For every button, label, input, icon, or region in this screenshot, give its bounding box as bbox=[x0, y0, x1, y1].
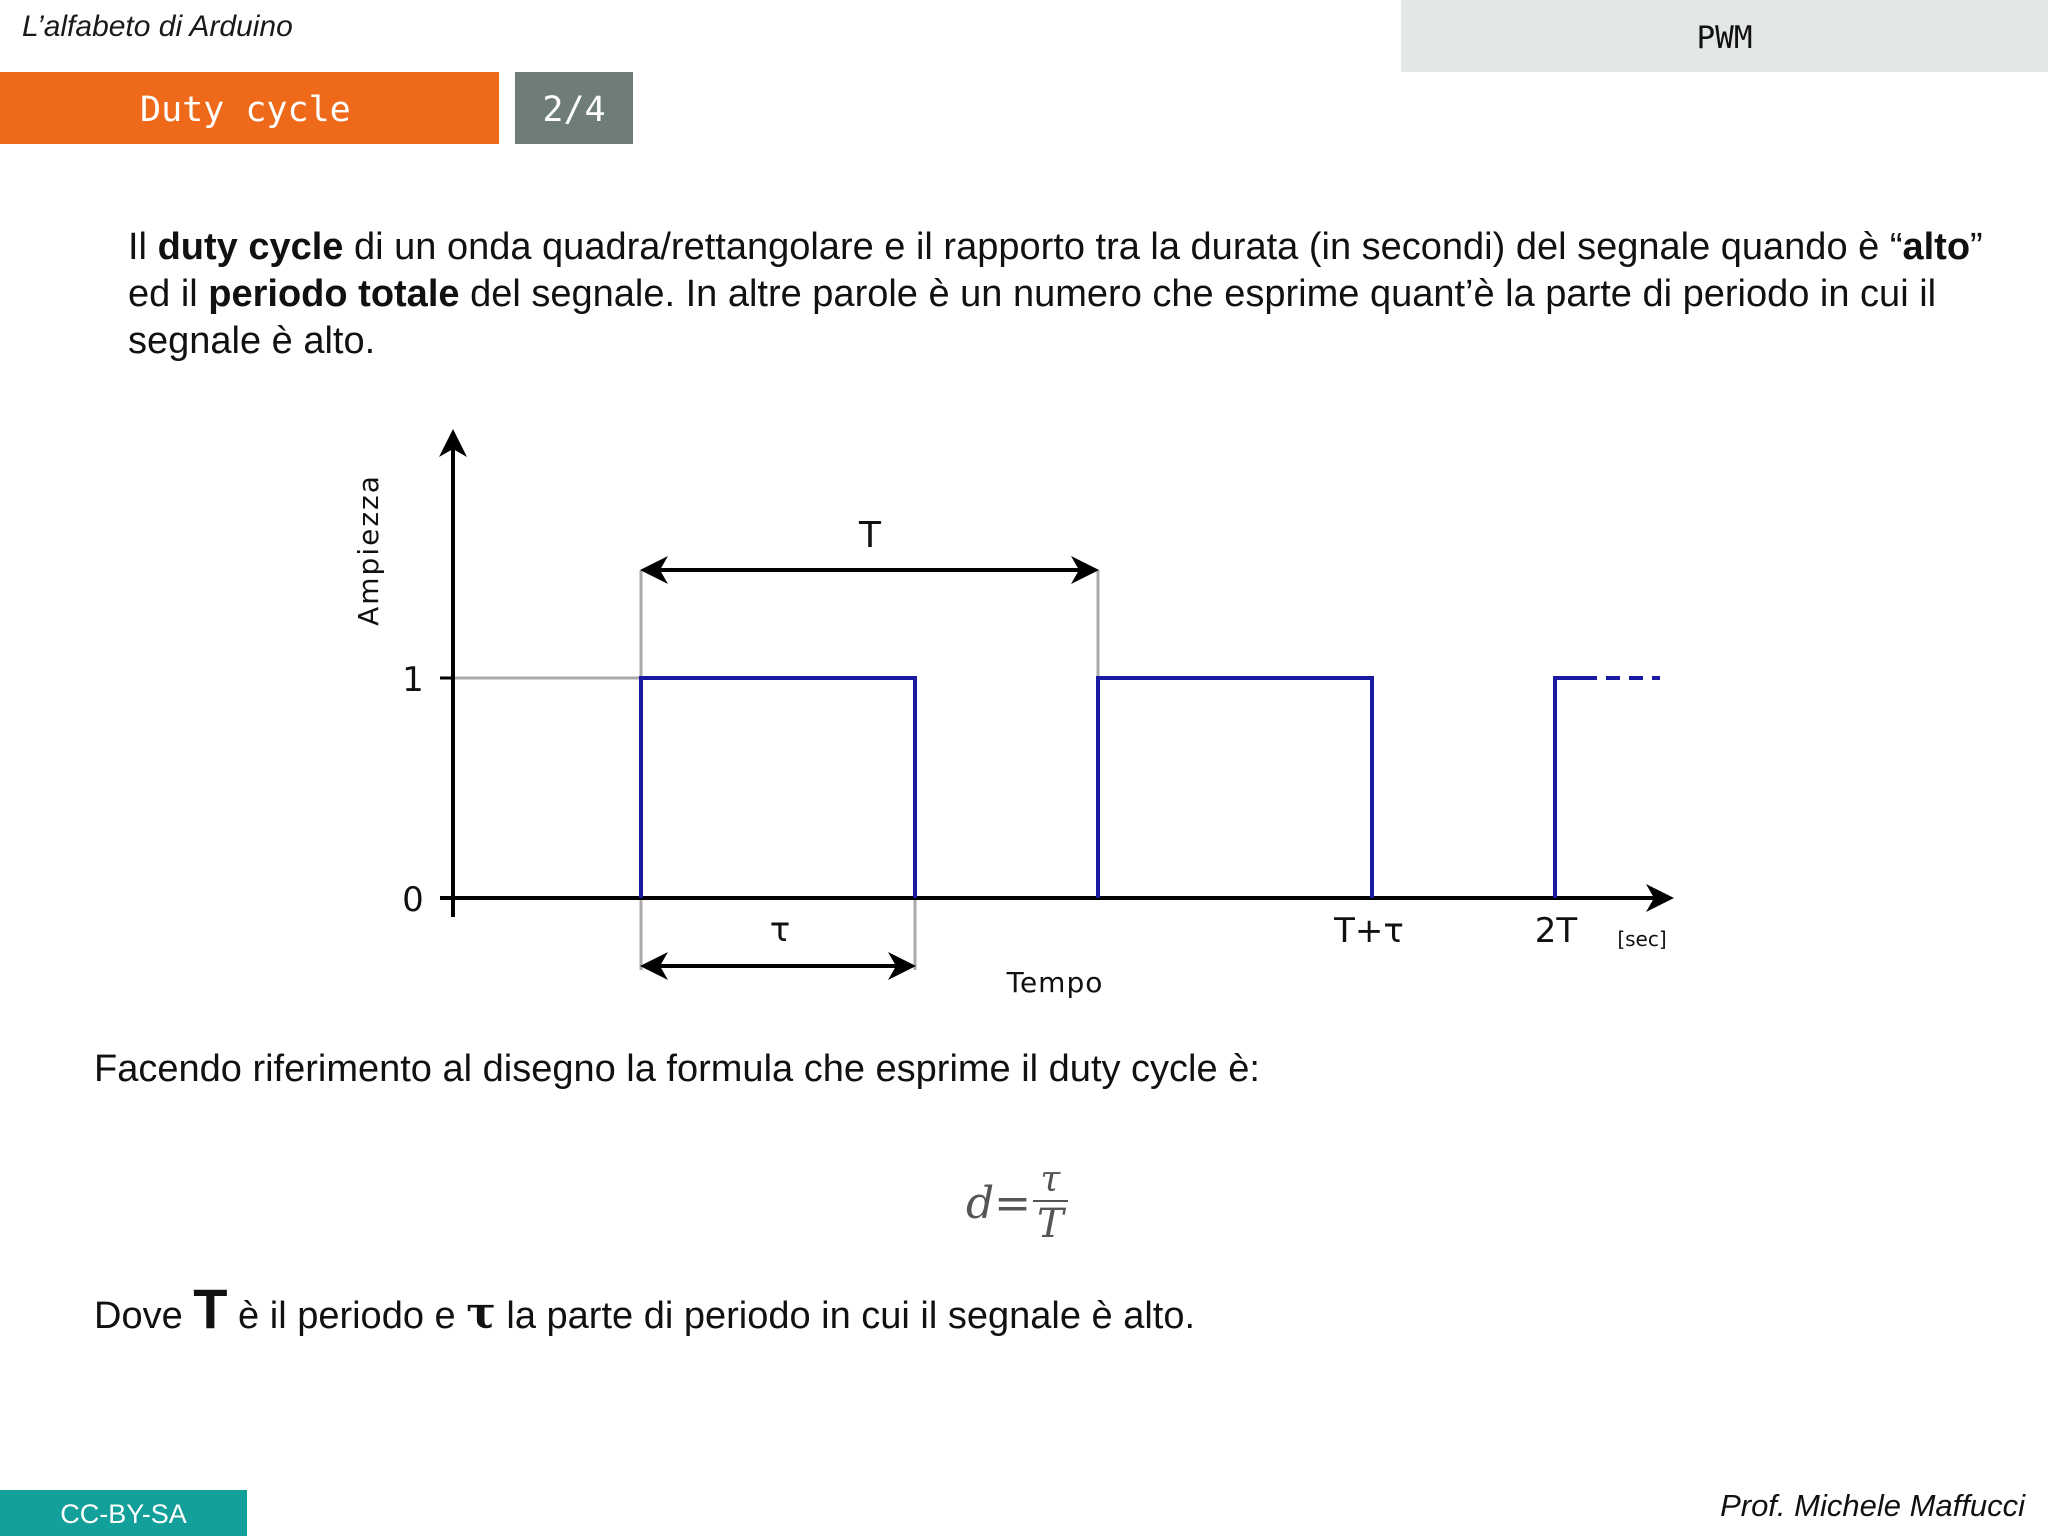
where-text-3: la parte di periodo in cui il segnale è alto. bbox=[495, 1295, 1196, 1337]
intro-bold-duty-cycle: duty cycle bbox=[157, 226, 344, 268]
y-tick-label-zero: 0 bbox=[402, 880, 424, 920]
x-tick-label-t-plus-tau: T+τ bbox=[1334, 911, 1404, 951]
topic-label: PWM bbox=[1696, 20, 1753, 56]
where-text-2: è il periodo e bbox=[227, 1295, 467, 1337]
formula-intro-text: Facendo riferimento al disegno la formula che esprime il duty cycle è: bbox=[94, 1048, 1260, 1090]
tau-symbol: τ bbox=[466, 1288, 496, 1339]
intro-paragraph bbox=[128, 224, 1988, 365]
intro-text-3: ” ed il bbox=[128, 226, 1983, 315]
intro-text-1: Il bbox=[128, 226, 158, 268]
page-indicator bbox=[515, 72, 633, 144]
period-symbol: T bbox=[193, 1277, 228, 1340]
pulse-width-label: τ bbox=[769, 910, 791, 950]
topic-bar bbox=[1401, 0, 2048, 72]
license-badge bbox=[0, 1490, 247, 1536]
duty-cycle-diagram bbox=[340, 415, 1700, 1015]
formula-denominator: T bbox=[1037, 1201, 1064, 1247]
square-wave-signal bbox=[641, 678, 1583, 898]
intro-bold-alto: alto bbox=[1902, 226, 1971, 268]
section-title: Duty cycle bbox=[140, 90, 351, 130]
intro-text-2: di un onda quadra/rettangolare e il rapporto tra la durata (in secondi) del segnale quando è “ bbox=[343, 226, 1903, 268]
y-axis-label: Ampiezza bbox=[352, 474, 385, 626]
formula-fraction bbox=[1033, 1160, 1068, 1246]
license-label: CC-BY-SA bbox=[60, 1499, 187, 1529]
period-label: T bbox=[859, 515, 881, 556]
y-tick-label-one: 1 bbox=[402, 660, 424, 700]
where-text-1: Dove bbox=[94, 1295, 194, 1337]
formula-numerator: τ bbox=[1040, 1159, 1061, 1200]
definition-sentence bbox=[94, 1276, 1195, 1341]
x-axis-label: Tempo bbox=[1006, 966, 1104, 999]
x-tick-label-2t: 2T bbox=[1534, 911, 1578, 951]
intro-text-4: del segnale. In altre parole è un numero che esprime quant’è la parte di periodo in cui il segnale è alto. bbox=[128, 273, 1937, 362]
intro-bold-periodo-totale: periodo totale bbox=[208, 273, 460, 315]
section-title-bar bbox=[0, 72, 499, 144]
duty-cycle-svg bbox=[340, 415, 1700, 1015]
duty-cycle-formula bbox=[966, 1158, 1068, 1248]
page-number: 2/4 bbox=[542, 90, 606, 130]
author-name: Prof. Michele Maffucci bbox=[1720, 1488, 2025, 1523]
formula-lhs: d= bbox=[966, 1177, 1032, 1229]
x-axis-unit: [sec] bbox=[1617, 927, 1667, 951]
course-title: L’alfabeto di Arduino bbox=[22, 10, 293, 43]
